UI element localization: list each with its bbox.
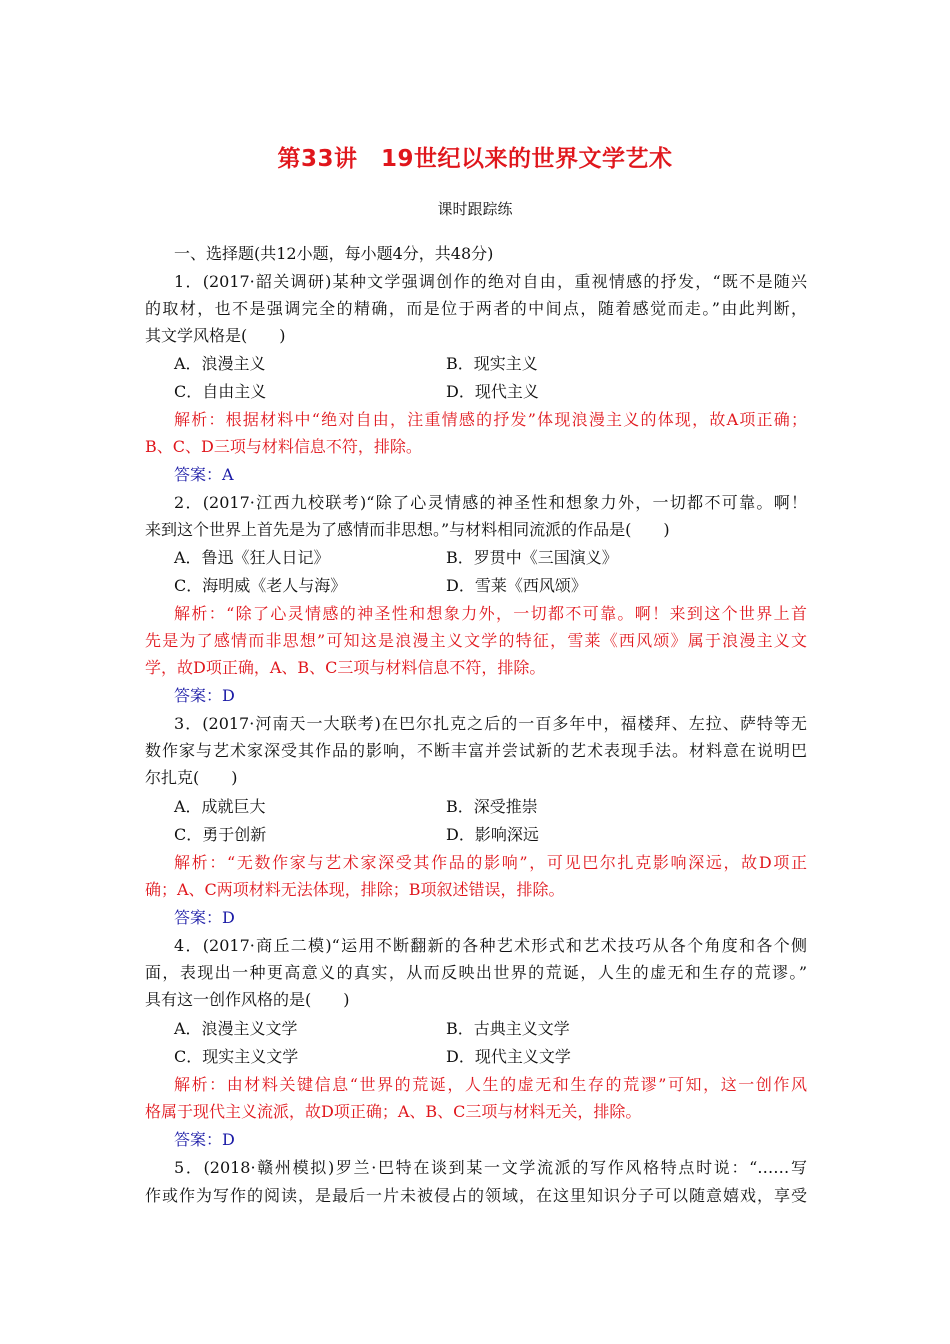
option: A．成就巨大	[174, 797, 266, 816]
option: B．现实主义	[446, 354, 538, 373]
question-stem: 的取材，也不是强调完全的精确，而是位于两者的中间点，随着感觉而走。”由此判断，	[145, 299, 807, 318]
analysis-text: 解析：根据材料中“绝对自由，注重情感的抒发”体现浪漫主义的体现，故A项正确；	[174, 410, 807, 429]
page-title: 第33讲 19世纪以来的世界文学艺术	[277, 146, 673, 172]
option: D．影响深远	[446, 825, 539, 844]
question-stem: 1．(2017·韶关调研)某种文学强调创作的绝对自由，重视情感的抒发，“既不是随兴	[174, 272, 807, 291]
answer-text: 答案：D	[174, 908, 235, 927]
option: C．海明威《老人与海》	[174, 576, 347, 595]
question-stem: 2．(2017·江西九校联考)“除了心灵情感的神圣性和想象力外，一切都不可靠。啊！	[174, 493, 807, 512]
answer-text: 答案：D	[174, 1130, 235, 1149]
question-stem: 3．(2017·河南天一大联考)在巴尔扎克之后的一百多年中，福楼拜、左拉、萨特等无	[174, 714, 807, 733]
question-stem: 作或作为写作的阅读，是最后一片未被侵占的领域，在这里知识分子可以随意嬉戏，享受	[145, 1186, 807, 1205]
question-stem: 5．(2018·赣州模拟)罗兰·巴特在谈到某一文学流派的写作风格特点时说：“……写	[174, 1158, 807, 1177]
option: A．浪漫主义	[174, 354, 266, 373]
option: D．雪莱《西风颂》	[446, 576, 587, 595]
option: C．自由主义	[174, 382, 267, 401]
question-stem: 具有这一创作风格的是( )	[145, 990, 350, 1009]
section-heading: 一、选择题(共12小题，每小题4分，共48分)	[174, 244, 494, 263]
option: B．罗贯中《三国演义》	[446, 548, 618, 567]
option: A．浪漫主义文学	[174, 1019, 298, 1038]
analysis-text: 学，故D项正确，A、B、C三项与材料信息不符，排除。	[145, 658, 546, 677]
answer-text: 答案：D	[174, 686, 235, 705]
question-stem: 尔扎克( )	[145, 768, 238, 787]
analysis-text: 先是为了感情而非思想”可知这是浪漫主义文学的特征，雪莱《西风颂》属于浪漫主义文	[145, 631, 807, 650]
option: D．现代主义	[446, 382, 539, 401]
question-stem: 数作家与艺术家深受其作品的影响，不断丰富并尝试新的艺术表现手法。材料意在说明巴	[145, 741, 807, 760]
analysis-text: 格属于现代主义流派，故D项正确；A、B、C三项与材料无关，排除。	[145, 1102, 642, 1121]
analysis-text: 解析：“无数作家与艺术家深受其作品的影响”，可见巴尔扎克影响深远，故D项正	[174, 853, 807, 872]
option: A．鲁迅《狂人日记》	[174, 548, 330, 567]
question-stem: 面，表现出一种更高意义的真实，从而反映出世界的荒诞，人生的虚无和生存的荒谬。”	[145, 963, 807, 982]
option: D．现代主义文学	[446, 1047, 571, 1066]
analysis-text: 解析：由材料关键信息“世界的荒诞，人生的虚无和生存的荒谬”可知，这一创作风	[174, 1075, 807, 1094]
answer-text: 答案：A	[174, 465, 234, 484]
option: B．深受推崇	[446, 797, 538, 816]
option: C．现实主义文学	[174, 1047, 299, 1066]
option: B．古典主义文学	[446, 1019, 570, 1038]
question-stem: 来到这个世界上首先是为了感情而非思想。”与材料相同流派的作品是( )	[145, 520, 670, 539]
analysis-text: 确；A、C两项材料无法体现，排除；B项叙述错误，排除。	[145, 880, 565, 899]
analysis-text: 解析：“除了心灵情感的神圣性和想象力外，一切都不可靠。啊！来到这个世界上首	[174, 604, 807, 623]
question-stem: 其文学风格是( )	[145, 326, 286, 345]
question-stem: 4．(2017·商丘二模)“运用不断翻新的各种艺术形式和艺术技巧从各个角度和各个侧	[174, 936, 807, 955]
page-subtitle: 课时跟踪练	[437, 200, 513, 218]
analysis-text: B、C、D三项与材料信息不符，排除。	[145, 437, 422, 456]
option: C．勇于创新	[174, 825, 267, 844]
